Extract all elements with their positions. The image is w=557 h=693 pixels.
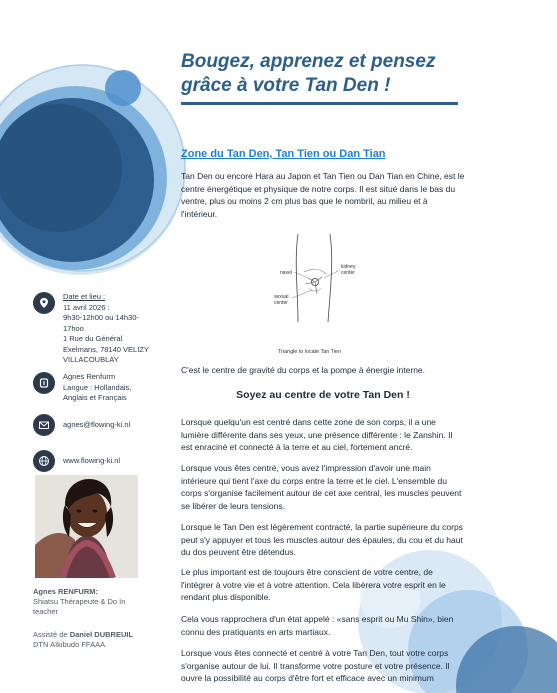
globe-icon [33, 450, 55, 472]
location-pin-icon [33, 292, 55, 314]
sidebar-teacher-block [33, 372, 131, 404]
assist-prefix: Assisté de [33, 630, 70, 639]
date-line: 11 avril 2026 : [63, 302, 110, 312]
page-title [181, 50, 481, 98]
small-bubble [105, 70, 141, 106]
sexual-label-2: center [274, 300, 288, 306]
body-paragraph-6: Lorsque vous êtes connecté et centré à votre Tan Den, tout votre corps s'organise autour de lui. Il transforme votre posture et votre présence. Il ouvre la possibilité au corps d'être fort et efficace avec un minimum [181, 648, 450, 683]
diagram-caption: Triangle to locate Tan Tien [278, 349, 341, 355]
envelope-icon [33, 414, 55, 436]
section-title-link[interactable]: Zone du Tan Den, Tan Tien ou Dan Tian [181, 148, 386, 160]
gravity-paragraph: C'est le centre de gravité du corps et la pompe à énergie interne. [181, 365, 426, 375]
language-icon [33, 372, 55, 394]
teacher-line: Anglais et Français [63, 393, 127, 402]
date-line: Exelmans, 78140 VELIZY [63, 344, 149, 354]
date-line: 1 Rue du Général [63, 334, 123, 343]
kidney-pointer [324, 270, 340, 278]
date-line: 9h30-12h00 ou 14h30- [63, 313, 139, 322]
assistant-caption [33, 630, 133, 650]
abdomen-line [304, 269, 326, 274]
sexual-label: sexual [274, 294, 289, 300]
title-divider [181, 102, 458, 105]
title-line-2: grâce à votre Tan Den ! [181, 75, 391, 96]
teacher-text [63, 372, 131, 404]
body-left-outline [296, 234, 298, 322]
intro-paragraph: Tan Den ou encore Hara au Japon et Tan Tien ou Dan Tian en Chine, est le centre énergétique et physique de notre corps. Il est situé dans le bas du ventre, plus ou moins 2 cm plus bas que le nombril, au milieu et à l'intérieur. [181, 171, 465, 219]
email-link[interactable]: agnes@flowing-ki.nl [63, 420, 131, 429]
sidebar-date-block [33, 292, 149, 366]
tan-tien-diagram [268, 232, 368, 358]
assist-name: Daniel DUBREUIL [69, 630, 134, 639]
kidney-label: kidney [341, 264, 356, 270]
teacher-line: Agnes Renfurm [63, 372, 116, 381]
teacher-caption [33, 587, 125, 617]
assist-role: DTN Aïkibudo FFAAA [33, 640, 106, 649]
date-line: VILLACOUBLAY [63, 355, 119, 364]
date-line: 17hoo [63, 323, 84, 333]
inner-dark-circle [0, 104, 122, 232]
body-paragraph-3: Lorsque le Tan Den est légèrement contracté, la partie supérieure du corps peut s'y appuyer et tous les muscles autour des épaules, du cou et du haut du dos peuvent être détendus. [181, 522, 463, 557]
body-paragraph-2: Lorsque vous êtes centré, vous avez l'impression d'avoir une main intérieure qui tient l'axe du corps entre la terre et le ciel. L'ensemble du corps s'organise facilement autour de cet axe central, les muscles peuvent se libérer de leurs tensions. [181, 463, 462, 511]
date-label: Date et lieu : [63, 292, 106, 301]
navel-label: navel [280, 270, 292, 276]
sidebar-website-block [33, 450, 120, 472]
caption-role-2: teacher [33, 607, 59, 616]
sidebar-email-block [33, 414, 130, 436]
title-line-1: Bougez, apprenez et pensez [181, 51, 436, 72]
sexual-pointer [292, 290, 312, 298]
body-paragraph-5: Cela vous rapprochera d'un état appelé : «sans esprit ou Mu Shin», bien connu des pratiquants en arts martiaux. [181, 614, 454, 637]
body-paragraph-1: Lorsque quelqu'un est centré dans cette zone de son corps, il a une lumière différente dans ses yeux, une présence différente : le Zanshin. Il est enraciné et connecté à la terre et au ciel, fortement ancré. [181, 417, 453, 452]
teacher-line: Langue : Hollandais, [63, 382, 132, 392]
kidney-label-2: center [341, 270, 355, 276]
body-paragraph-4: Le plus important est de toujours être conscient de votre centre, de l'intégrer à votre vie et à votre attention. Cela libèrera votre esprit en le rendant plus disponible. [181, 567, 446, 602]
caption-name: Agnes RENFURM: [33, 587, 98, 596]
navel-pointer [294, 272, 308, 278]
caption-role: Shiatsu Thérapeute & Do In [33, 597, 126, 606]
website-link[interactable]: www.flowing-ki.nl [63, 456, 121, 465]
date-text [63, 292, 149, 366]
portrait-photo [35, 475, 138, 578]
subheading: Soyez au centre de votre Tan Den ! [236, 389, 410, 401]
body-right-outline [328, 234, 332, 322]
